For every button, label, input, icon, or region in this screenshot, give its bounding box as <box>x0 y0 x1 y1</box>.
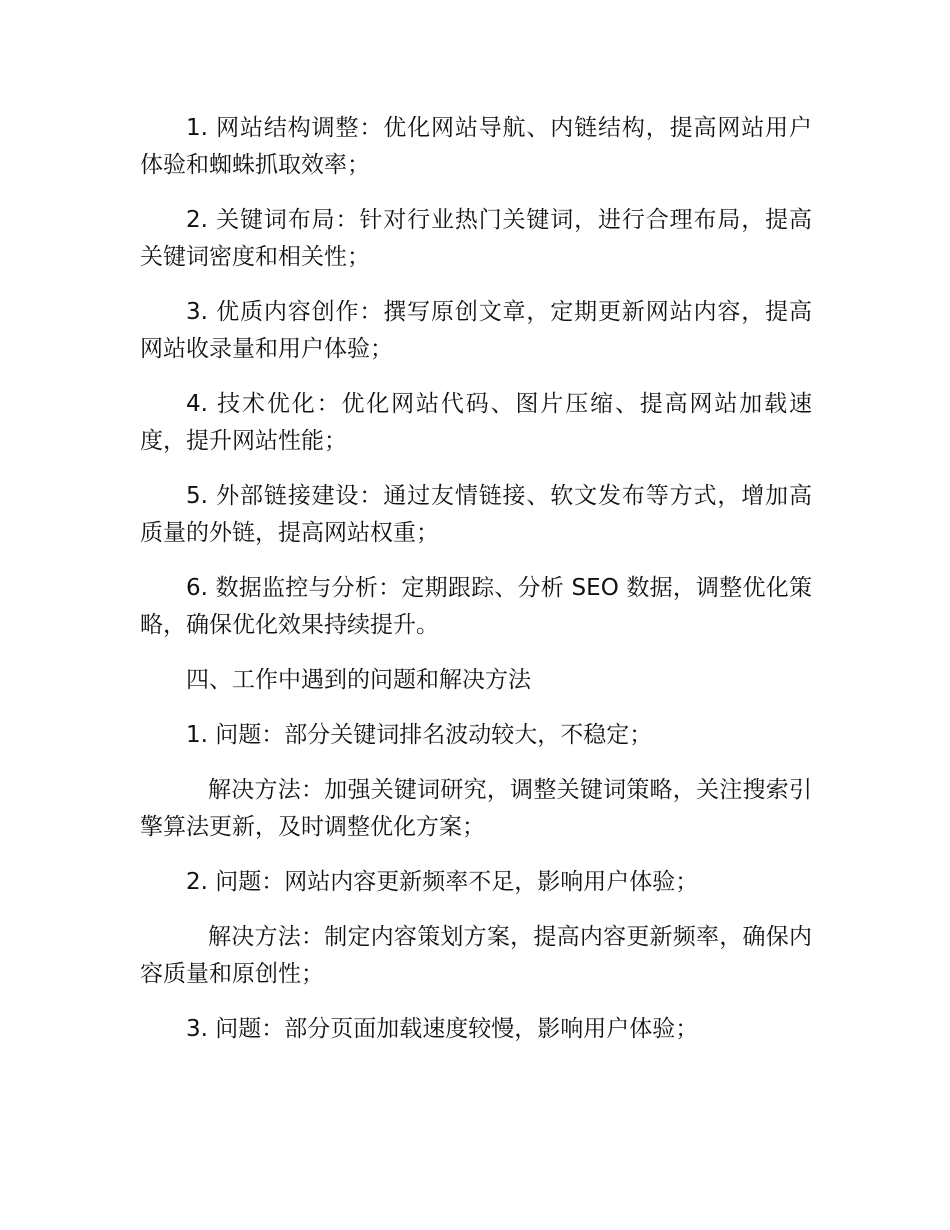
document-body <box>140 110 812 1066</box>
list-item-keyword-layout: 2. 关键词布局：针对行业热门关键词，进行合理布局，提高关键词密度和相关性； <box>140 207 812 270</box>
solution-item-1: 解决方法：加强关键词研究，调整关键词策略，关注搜索引擎算法更新，及时调整优化方案； <box>140 777 812 840</box>
section-heading-problems: 四、工作中遇到的问题和解决方法 <box>186 667 531 693</box>
problem-item-2: 2. 问题：网站内容更新频率不足，影响用户体验； <box>186 869 699 895</box>
problem-item-3: 3. 问题：部分页面加载速度较慢，影响用户体验； <box>186 1016 699 1042</box>
list-item-data-monitoring: 6. 数据监控与分析：定期跟踪、分析 SEO 数据，调整优化策略，确保优化效果持续提升。 <box>140 575 812 638</box>
problem-item-1: 1. 问题：部分关键词排名波动较大，不稳定； <box>186 722 653 748</box>
list-item-external-links: 5. 外部链接建设：通过友情链接、软文发布等方式，增加高质量的外链，提高网站权重； <box>140 483 812 546</box>
list-item-site-structure: 1. 网站结构调整：优化网站导航、内链结构，提高网站用户体验和蜘蛛抓取效率； <box>140 115 812 178</box>
list-item-content-creation: 3. 优质内容创作：撰写原创文章，定期更新网站内容，提高网站收录量和用户体验； <box>140 299 812 362</box>
solution-item-2: 解决方法：制定内容策划方案，提高内容更新频率，确保内容质量和原创性； <box>140 924 812 987</box>
list-item-technical-optimization: 4. 技术优化：优化网站代码、图片压缩、提高网站加载速度，提升网站性能； <box>140 391 812 454</box>
